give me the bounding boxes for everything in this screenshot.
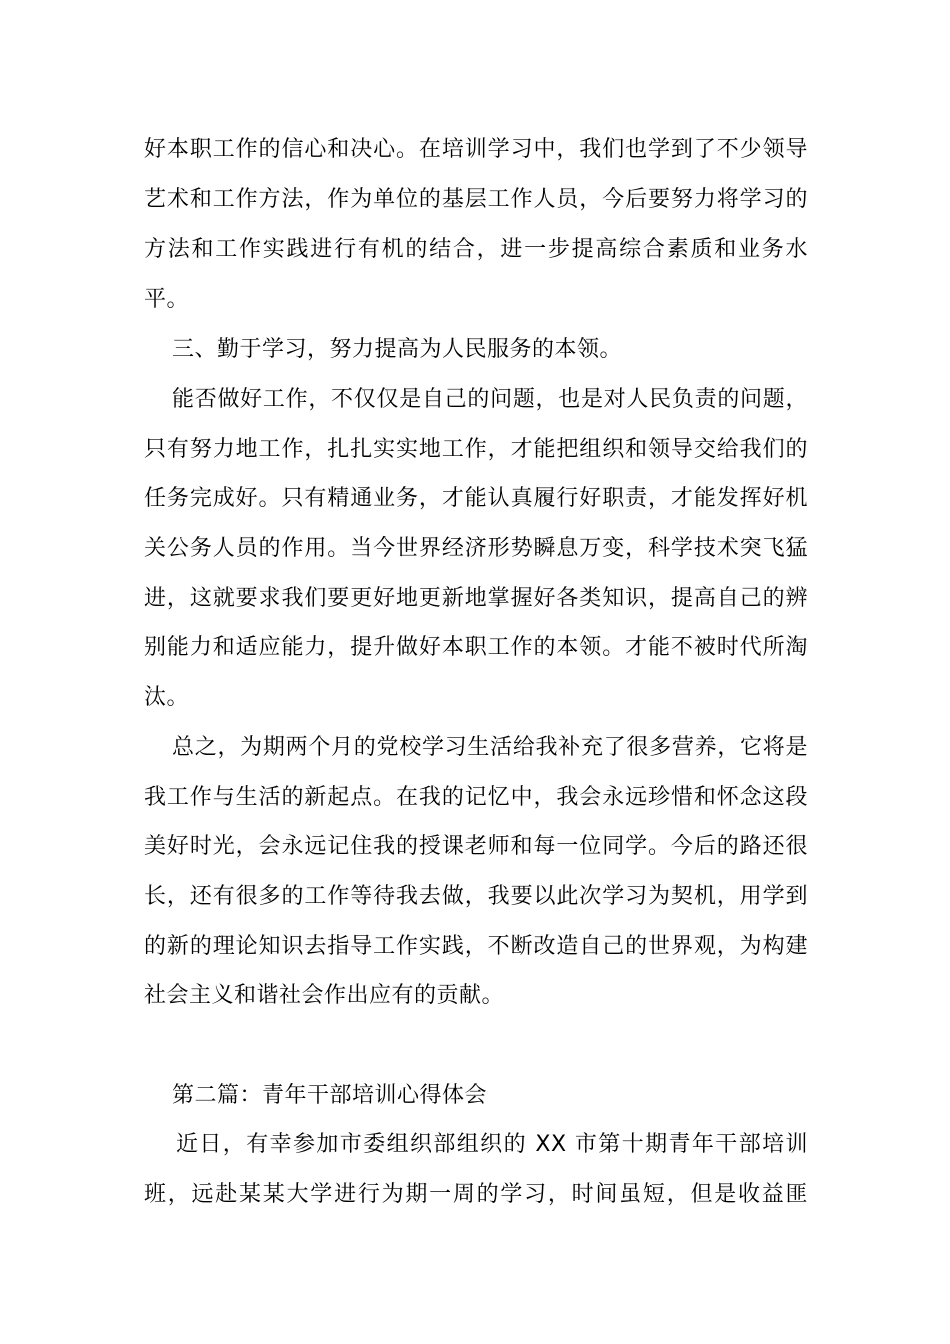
section-title: 第二篇：青年干部培训心得体会 [172, 1083, 488, 1108]
text-line: 进，这就要求我们要更好地更新地掌握好各类知识，提高自己的辨 [144, 586, 808, 611]
text-line: 班，远赴某某大学进行为期一周的学习，时间虽短，但是收益匪 [144, 1182, 808, 1207]
text-line: 别能力和适应能力，提升做好本职工作的本领。才能不被时代所淘 [144, 635, 808, 660]
text-line: 好本职工作的信心和决心。在培训学习中，我们也学到了不少领导 [144, 137, 808, 162]
text-line: 社会主义和谐社会作出应有的贡献。 [144, 983, 505, 1008]
text-line: 平。 [144, 287, 190, 312]
text-line: 总之，为期两个月的党校学习生活给我补充了很多营养，它将是 [172, 735, 808, 760]
text-line: 能否做好工作，不仅仅是自己的问题，也是对人民负责的问题， [172, 387, 808, 412]
text-line: 的新的理论知识去指导工作实践，不断改造自己的世界观，为构建 [144, 934, 808, 959]
text-line: 方法和工作实践进行有机的结合，进一步提高综合素质和业务水 [144, 237, 808, 262]
text-line: 美好时光，会永远记住我的授课老师和每一位同学。今后的路还很 [144, 834, 808, 859]
text-line: 艺术和工作方法，作为单位的基层工作人员，今后要努力将学习的 [144, 187, 808, 212]
text-line: 关公务人员的作用。当今世界经济形势瞬息万变，科学技术突飞猛 [144, 536, 808, 561]
text-line: 长，还有很多的工作等待我去做，我要以此次学习为契机，用学到 [144, 884, 808, 909]
text-line: 任务完成好。只有精通业务，才能认真履行好职责，才能发挥好机 [144, 486, 808, 511]
text-line: 近日，有幸参加市委组织部组织的 XX 市第十期青年干部培训 [176, 1132, 808, 1157]
text-line: 汰。 [144, 685, 190, 710]
text-line: 只有努力地工作，扎扎实实地工作，才能把组织和领导交给我们的 [144, 437, 808, 462]
section-heading: 三、勤于学习，努力提高为人民服务的本领。 [172, 337, 623, 362]
text-line: 我工作与生活的新起点。在我的记忆中，我会永远珍惜和怀念这段 [144, 785, 808, 810]
